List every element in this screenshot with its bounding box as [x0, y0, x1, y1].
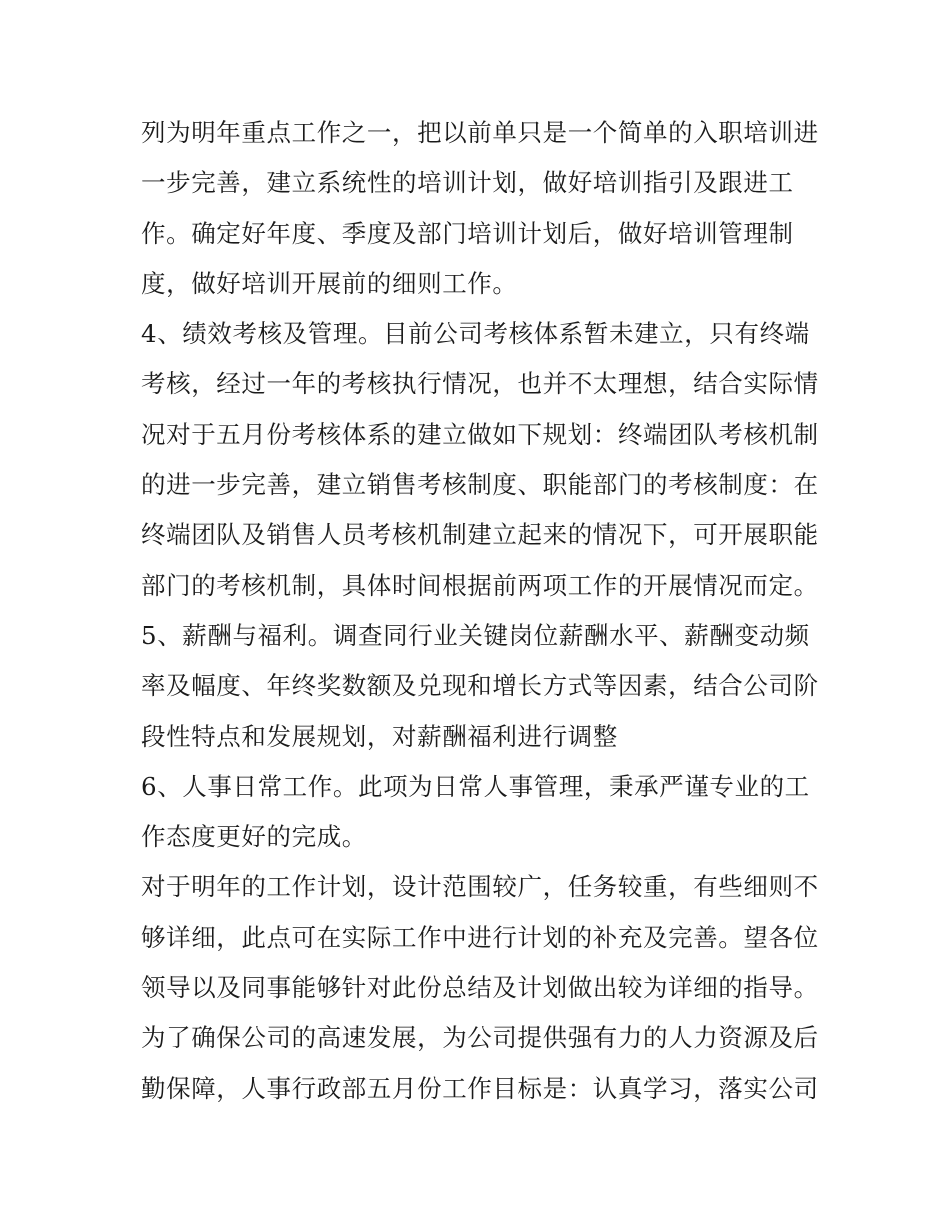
text-line: 部门的考核机制，具体时间根据前两项工作的开展情况而定。	[141, 570, 819, 600]
text-line: 度，做好培训开展前的细则工作。	[141, 268, 518, 298]
body-text	[141, 108, 817, 1114]
text-line: 领导以及同事能够针对此份总结及计划做出较为详细的指导。	[141, 973, 819, 1003]
text-line: 勤保障，人事行政部五月份工作目标是：认真学习，落实公司	[141, 1073, 819, 1103]
text-line: 的进一步完善，建立销售考核制度、职能部门的考核制度：在	[141, 470, 819, 500]
text-line: 5、薪酬与福利。调查同行业关键岗位薪酬水平、薪酬变动频	[141, 620, 810, 650]
text-line: 够详细，此点可在实际工作中进行计划的补充及完善。望各位	[141, 922, 819, 952]
text-line: 率及幅度、年终奖数额及兑现和增长方式等因素，结合公司阶	[141, 671, 819, 701]
text-line: 作态度更好的完成。	[141, 822, 367, 852]
text-line: 段性特点和发展规划，对薪酬福利进行调整	[141, 721, 618, 751]
text-line: 一步完善，建立系统性的培训计划，做好培训指引及跟进工	[141, 168, 794, 198]
text-line: 对于明年的工作计划，设计范围较广，任务较重，有些细则不	[141, 872, 819, 902]
text-line: 终端团队及销售人员考核机制建立起来的情况下，可开展职能	[141, 520, 819, 550]
text-line: 作。确定好年度、季度及部门培训计划后，做好培训管理制	[141, 218, 794, 248]
text-line: 4、绩效考核及管理。目前公司考核体系暂未建立，只有终端	[141, 319, 810, 349]
text-line: 况对于五月份考核体系的建立做如下规划：终端团队考核机制	[141, 419, 819, 449]
text-line: 考核，经过一年的考核执行情况，也并不太理想，结合实际情	[141, 369, 819, 399]
text-line: 6、人事日常工作。此项为日常人事管理，秉承严谨专业的工	[141, 771, 810, 801]
text-line: 列为明年重点工作之一，把以前单只是一个简单的入职培训进	[141, 118, 819, 147]
text-line: 为了确保公司的高速发展，为公司提供强有力的人力资源及后	[141, 1023, 819, 1053]
